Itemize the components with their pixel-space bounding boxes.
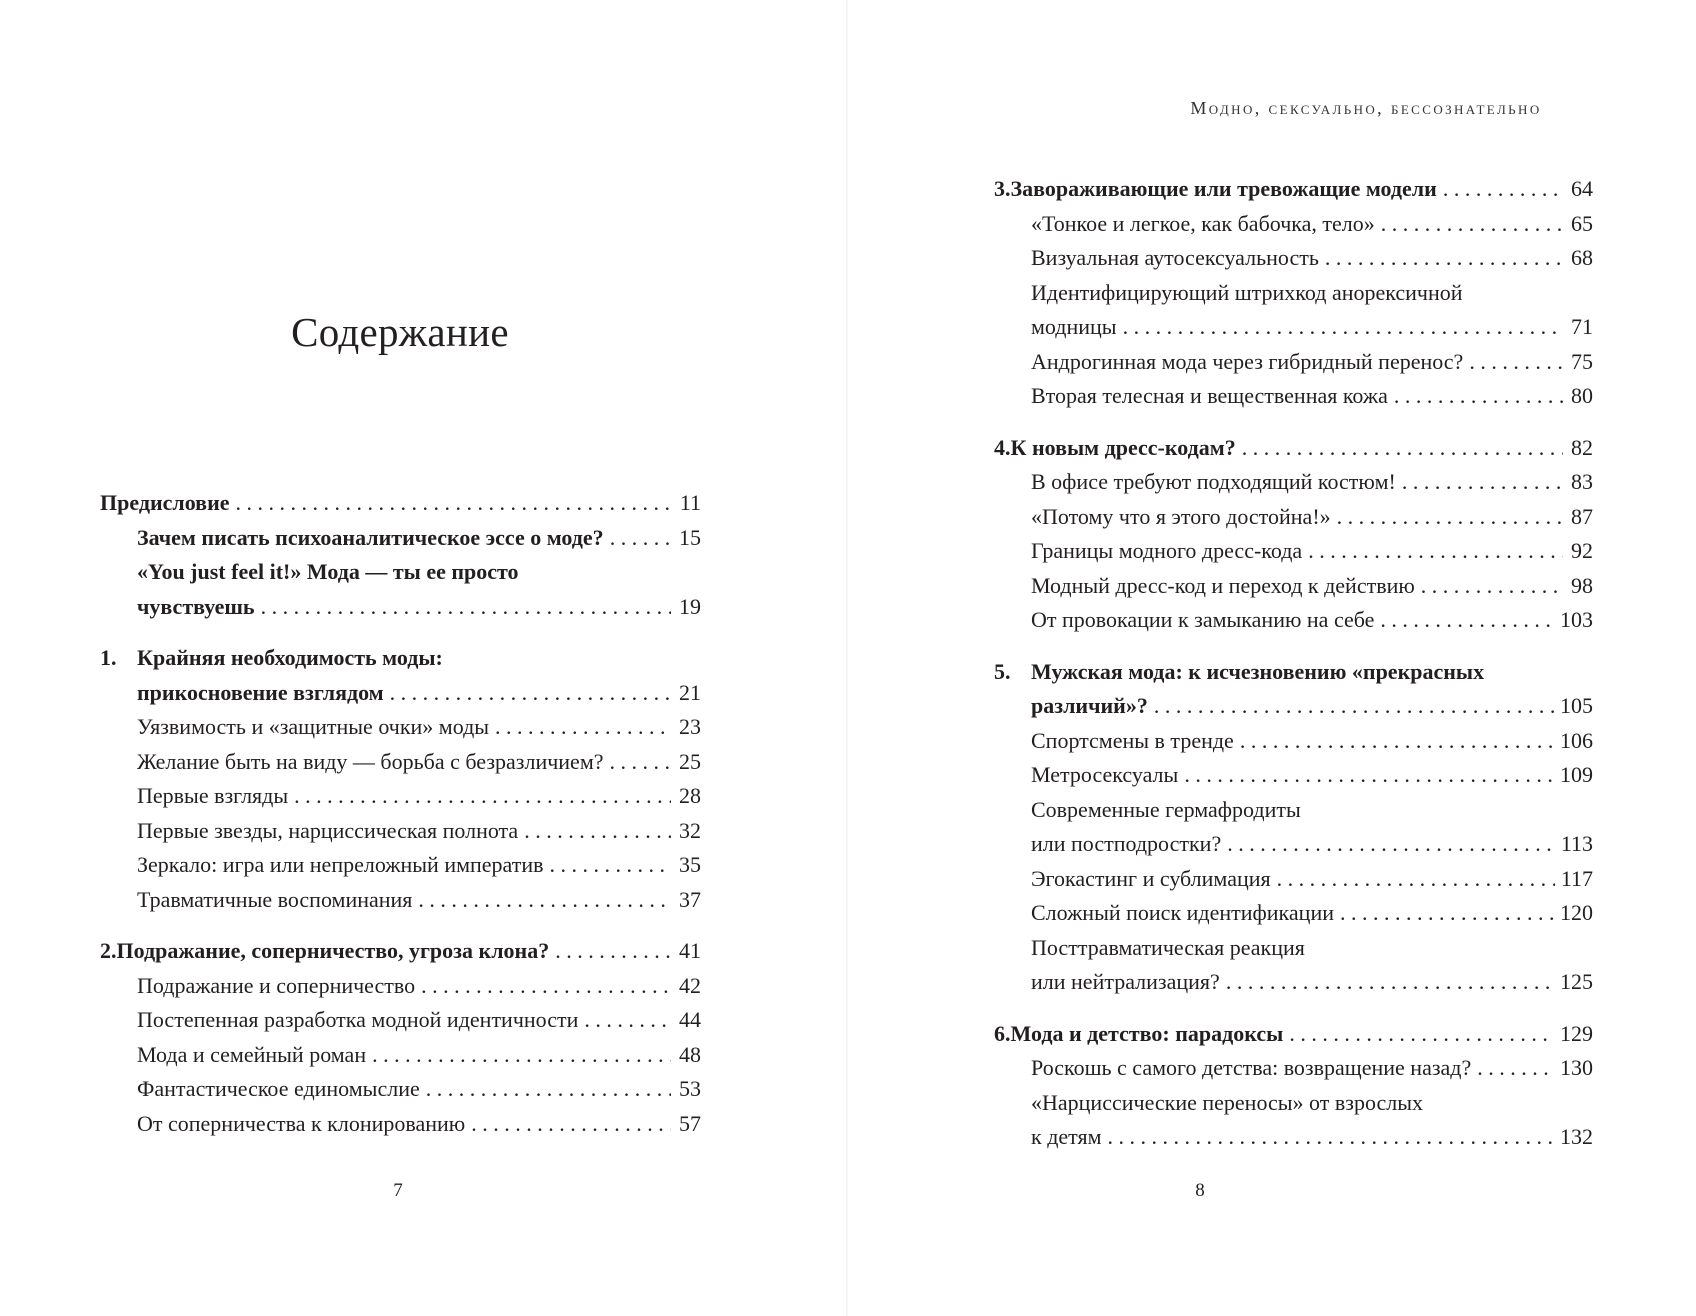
toc-item — [994, 1086, 1593, 1155]
toc-item-title: Первые звезды, нарциссическая полнота — [137, 817, 519, 843]
dot-leader — [610, 745, 671, 780]
right-page — [848, 0, 1696, 1316]
toc-page-number: 82 — [1571, 434, 1593, 460]
dot-leader — [610, 521, 671, 556]
toc-heading-line — [100, 676, 701, 711]
toc-item-line — [994, 345, 1593, 380]
toc-item — [994, 1051, 1593, 1086]
toc-page-number: 32 — [679, 817, 701, 843]
toc-page-number: 15 — [679, 524, 701, 550]
toc-item — [100, 883, 701, 918]
dot-leader — [261, 590, 671, 625]
toc-heading-line — [994, 689, 1593, 724]
toc-item-title: Постепенная разработка модной идентичности — [137, 1007, 579, 1032]
toc-page-number: 113 — [1560, 831, 1593, 856]
toc-item — [100, 1003, 701, 1038]
dot-leader — [1340, 896, 1554, 931]
toc-page-number: 28 — [679, 783, 701, 808]
dot-leader — [1443, 172, 1563, 207]
dot-leader — [1477, 1051, 1554, 1086]
toc-item-line — [100, 1107, 701, 1142]
toc-heading-line — [994, 1017, 1593, 1052]
dot-leader — [1402, 465, 1563, 500]
toc-item — [100, 1072, 701, 1107]
dot-leader — [418, 883, 671, 918]
toc-item-line — [994, 931, 1593, 966]
chapter-number: 5. — [994, 658, 1011, 684]
dot-leader — [1108, 1120, 1554, 1155]
toc-item-title: Мода и семейный роман — [137, 1041, 367, 1067]
toc-item-title: Зачем писать психоаналитическое эссе о моде? — [137, 524, 604, 550]
page-title: Содержание — [291, 309, 509, 355]
toc-page-number: 11 — [679, 490, 701, 515]
dot-leader — [1226, 965, 1554, 1000]
dot-leader — [372, 1038, 671, 1073]
toc-heading-line — [994, 655, 1593, 690]
toc-heading-title: Предисловие — [100, 490, 230, 515]
dot-leader — [1380, 603, 1554, 638]
toc-right — [994, 172, 1593, 1155]
toc-preface — [100, 486, 701, 624]
dot-leader — [236, 486, 671, 521]
toc-item-line — [994, 500, 1593, 535]
toc-heading-title: К новым дресс-кодам? — [1010, 434, 1236, 460]
page-number: 7 — [393, 1180, 403, 1201]
dot-leader — [1184, 758, 1554, 793]
toc-page-number: 37 — [679, 886, 701, 912]
toc-item — [994, 207, 1593, 242]
toc-page-number: 65 — [1571, 210, 1593, 236]
toc-item-title: Спортсмены в тренде — [1031, 727, 1234, 753]
toc-item-title: Модный дресс-код и переход к действию — [1031, 572, 1415, 598]
toc-item-title: Первые взгляды — [137, 783, 289, 808]
toc-item-title: «Нарциссические переносы» от взрослых — [1031, 1089, 1424, 1115]
toc-item — [100, 710, 701, 745]
toc-page-number: 109 — [1560, 762, 1593, 787]
toc-page-number: 103 — [1560, 607, 1593, 632]
toc-item — [994, 758, 1593, 793]
dot-leader — [495, 710, 671, 745]
toc-item — [994, 569, 1593, 604]
toc-item-title: Границы модного дресс-кода — [1031, 538, 1303, 563]
toc-page-number: 117 — [1560, 865, 1593, 891]
toc-item-line — [100, 555, 701, 590]
toc-item-title: От соперничества к клонированию — [137, 1110, 466, 1136]
toc-heading-line — [100, 934, 701, 969]
dot-leader — [1154, 689, 1554, 724]
toc-item-line — [994, 207, 1593, 242]
toc-page-number: 132 — [1560, 1124, 1593, 1149]
toc-item — [100, 555, 701, 624]
dot-leader — [426, 1072, 671, 1107]
dot-leader — [421, 969, 671, 1004]
dot-leader — [1308, 534, 1563, 569]
toc-item-title: Фантастическое единомыслие — [137, 1076, 420, 1101]
toc-heading-line — [994, 431, 1593, 466]
toc-heading-line — [100, 486, 701, 521]
toc-item — [100, 814, 701, 849]
dot-leader — [471, 1107, 671, 1142]
toc-item-title: Подражание и соперничество — [137, 972, 416, 998]
toc-item — [994, 862, 1593, 897]
left-page — [0, 0, 846, 1316]
toc-chapter — [994, 1017, 1593, 1155]
dot-leader — [1242, 431, 1563, 466]
dot-leader — [1277, 862, 1555, 897]
toc-item-line — [994, 724, 1593, 759]
toc-item-title: чувствуешь — [137, 593, 255, 619]
toc-item — [994, 241, 1593, 276]
dot-leader — [1381, 207, 1563, 242]
toc-heading-title: Мужская мода: к исчезновению «прекрасных — [1031, 658, 1485, 684]
toc-heading-title: Завораживающие или тревожащие модели — [1010, 176, 1437, 201]
dot-leader — [584, 1003, 671, 1038]
running-head: Модно, сексуально, бессознательно — [1190, 98, 1542, 118]
toc-item-title: Идентифицирующий штрихкод анорексичной — [1031, 279, 1463, 305]
toc-item-title: Желание быть на виду — борьба с безразличием? — [137, 748, 604, 774]
dot-leader — [1325, 241, 1563, 276]
toc-item-title: Зеркало: игра или непреложный императив — [137, 852, 544, 877]
toc-item-line — [100, 969, 701, 1004]
toc-item — [994, 465, 1593, 500]
toc-item-line — [994, 896, 1593, 931]
toc-heading-title: Подражание, соперничество, угроза клона? — [116, 938, 550, 963]
toc-item — [994, 534, 1593, 569]
toc-page-number: 106 — [1560, 727, 1593, 753]
toc-item-line — [994, 569, 1593, 604]
toc-item-title: В офисе требуют подходящий костюм! — [1031, 469, 1396, 494]
toc-page-number: 35 — [679, 852, 701, 877]
toc-item-line — [100, 883, 701, 918]
toc-item-line — [994, 276, 1593, 311]
toc-item — [100, 848, 701, 883]
toc-item-line — [994, 241, 1593, 276]
toc-item-line — [100, 521, 701, 556]
toc-page-number: 48 — [679, 1041, 701, 1067]
chapter-number: 1. — [100, 645, 117, 670]
toc-item-title: модницы — [1031, 314, 1117, 339]
chapter-number: 4. — [994, 434, 1011, 460]
toc-item — [994, 931, 1593, 1000]
toc-chapter — [100, 641, 701, 917]
dot-leader — [1469, 345, 1563, 380]
toc-page-number: 57 — [679, 1110, 701, 1136]
toc-item-title: Метросексуалы — [1031, 762, 1179, 787]
chapter-number: 3. — [994, 176, 1011, 201]
dot-leader — [1289, 1017, 1554, 1052]
toc-item-title: или постподростки? — [1031, 831, 1222, 856]
toc-item-line — [994, 862, 1593, 897]
toc-item-line — [994, 758, 1593, 793]
toc-item-line — [994, 793, 1593, 828]
toc-item-title: к детям — [1031, 1124, 1102, 1149]
toc-left — [100, 486, 701, 1141]
toc-page-number: 129 — [1560, 1020, 1593, 1046]
toc-heading-line — [100, 641, 701, 676]
toc-item — [100, 1107, 701, 1142]
toc-item-line — [100, 590, 701, 625]
dot-leader — [1123, 310, 1563, 345]
toc-heading-title: различий»? — [1031, 693, 1148, 718]
dot-leader — [1240, 724, 1554, 759]
toc-item-line — [994, 534, 1593, 569]
toc-item-title: Современные гермафродиты — [1031, 796, 1301, 822]
toc-item-title: Эгокастинг и сублимация — [1031, 865, 1271, 891]
toc-heading-line — [994, 172, 1593, 207]
toc-chapter — [994, 431, 1593, 638]
dot-leader — [1227, 827, 1555, 862]
toc-item-line — [100, 1038, 701, 1073]
toc-item-title: Посттравматическая реакция — [1031, 934, 1305, 960]
dot-leader — [550, 848, 671, 883]
toc-heading-title: Крайняя необходимость моды: — [137, 645, 443, 670]
toc-item-line — [100, 710, 701, 745]
toc-item — [100, 1038, 701, 1073]
toc-item-line — [994, 1086, 1593, 1121]
toc-item-line — [994, 465, 1593, 500]
toc-page-number: 125 — [1560, 969, 1593, 994]
toc-page-number: 75 — [1571, 348, 1593, 374]
dot-leader — [555, 934, 671, 969]
toc-item-title: Андрогинная мода через гибридный перенос? — [1031, 348, 1464, 374]
toc-item — [994, 896, 1593, 931]
toc-item — [994, 379, 1593, 414]
toc-item-line — [100, 745, 701, 780]
toc-heading-title: Мода и детство: парадоксы — [1010, 1020, 1284, 1046]
toc-page-number: 21 — [679, 679, 701, 705]
toc-page-number: 98 — [1571, 572, 1593, 598]
toc-chapter — [994, 655, 1593, 1000]
toc-page-number: 71 — [1571, 314, 1593, 339]
toc-item-title: «You just feel it!» Мода — ты ее просто — [137, 559, 519, 584]
toc-item — [994, 345, 1593, 380]
toc-page-number: 80 — [1571, 383, 1593, 408]
toc-page-number: 19 — [679, 593, 701, 619]
dot-leader — [1421, 569, 1563, 604]
toc-item — [100, 521, 701, 556]
dot-leader — [524, 814, 671, 849]
toc-page-number: 41 — [679, 938, 701, 963]
toc-item-title: От провокации к замыканию на себе — [1031, 607, 1375, 632]
toc-item — [994, 276, 1593, 345]
chapter-number: 2. — [100, 938, 117, 963]
toc-item-line — [100, 848, 701, 883]
toc-item-line — [994, 1051, 1593, 1086]
toc-item-line — [994, 603, 1593, 638]
toc-page-number: 105 — [1560, 693, 1593, 718]
toc-page-number: 53 — [679, 1076, 701, 1101]
toc-item-line — [100, 1003, 701, 1038]
dot-leader — [390, 676, 671, 711]
toc-item-title: Сложный поиск идентификации — [1031, 900, 1334, 925]
toc-item-line — [100, 1072, 701, 1107]
toc-item-title: «Тонкое и легкое, как бабочка, тело» — [1031, 210, 1375, 236]
toc-page-number: 92 — [1571, 538, 1593, 563]
toc-item-title: Роскошь с самого детства: возвращение назад? — [1031, 1055, 1472, 1080]
toc-item-line — [100, 814, 701, 849]
toc-item-title: Вторая телесная и вещественная кожа — [1031, 383, 1388, 408]
toc-page-number: 23 — [679, 714, 701, 739]
toc-item — [100, 969, 701, 1004]
dot-leader — [1337, 500, 1563, 535]
toc-item — [100, 779, 701, 814]
toc-chapter — [100, 934, 701, 1141]
dot-leader — [1394, 379, 1563, 414]
toc-item-title: Визуальная аутосексуальность — [1031, 245, 1319, 270]
chapter-number: 6. — [994, 1020, 1011, 1046]
toc-item — [994, 500, 1593, 535]
toc-page-number: 83 — [1571, 469, 1593, 494]
dot-leader — [294, 779, 671, 814]
toc-item-line — [994, 827, 1593, 862]
toc-item-line — [994, 1120, 1593, 1155]
toc-page-number: 64 — [1571, 176, 1593, 201]
toc-page-number: 130 — [1560, 1055, 1593, 1080]
toc-chapter — [994, 172, 1593, 414]
toc-item-title: Уязвимость и «защитные очки» моды — [137, 714, 490, 739]
toc-item-line — [994, 310, 1593, 345]
toc-item — [994, 793, 1593, 862]
toc-page-number: 44 — [679, 1007, 701, 1032]
toc-item-line — [100, 779, 701, 814]
toc-page-number: 42 — [679, 972, 701, 998]
toc-item — [994, 724, 1593, 759]
toc-item-title: «Потому что я этого достойна!» — [1031, 503, 1331, 529]
toc-page-number: 68 — [1571, 245, 1593, 270]
toc-item-title: или нейтрализация? — [1031, 969, 1220, 994]
toc-item — [994, 603, 1593, 638]
toc-page-number: 25 — [679, 748, 701, 774]
toc-item — [100, 745, 701, 780]
toc-item-line — [994, 379, 1593, 414]
toc-item-line — [994, 965, 1593, 1000]
toc-heading-title: прикосновение взглядом — [137, 679, 384, 705]
toc-page-number: 87 — [1571, 503, 1593, 529]
toc-item-title: Травматичные воспоминания — [137, 886, 413, 912]
toc-page-number: 120 — [1560, 900, 1593, 925]
page-number: 8 — [1195, 1180, 1205, 1201]
